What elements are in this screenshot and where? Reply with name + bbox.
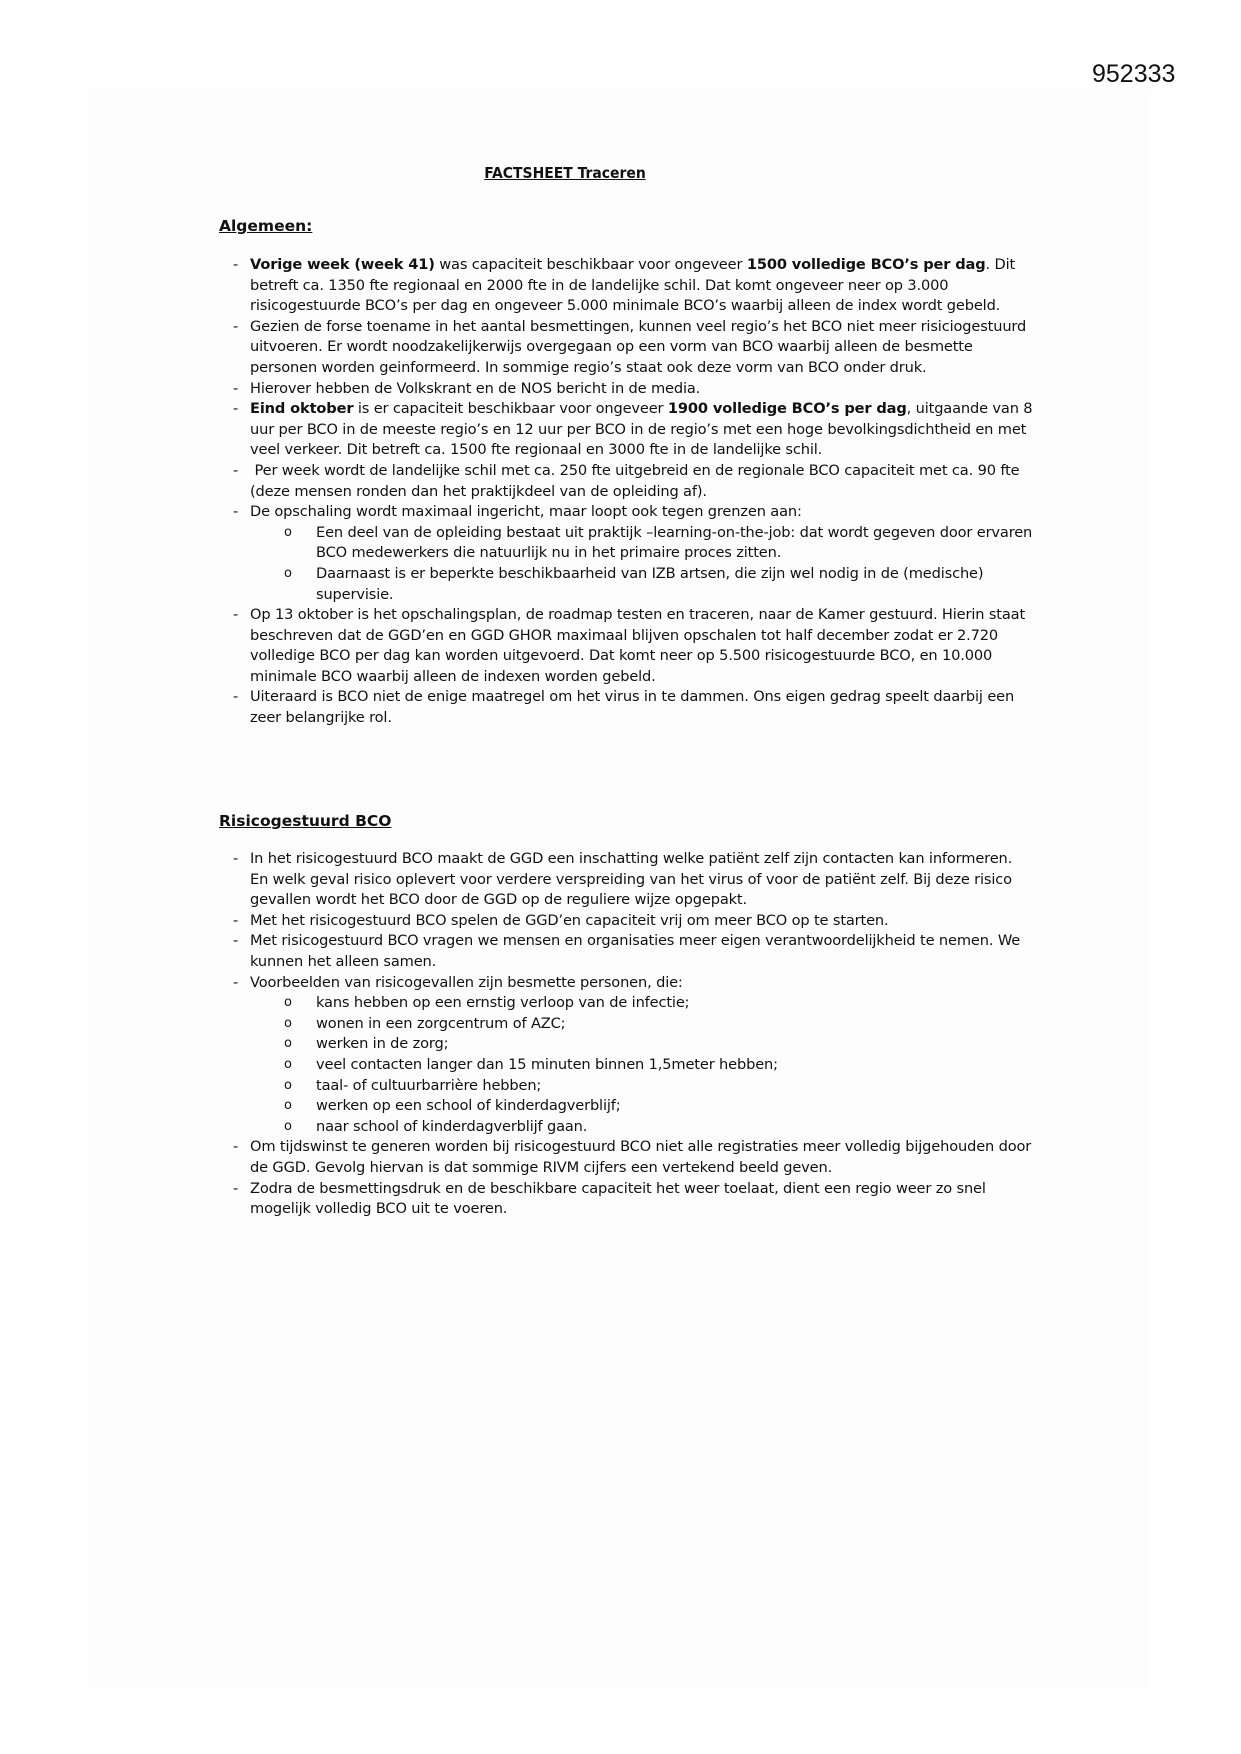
section-heading-algemeen: Algemeen: (219, 217, 313, 235)
circle-bullet-icon: o (284, 565, 292, 581)
sub-list-item (218, 1096, 1033, 1117)
text: naar school of kinderdagverblijf gaan. (316, 1117, 588, 1135)
text: De opschaling wordt maximaal ingericht, maar loopt ook tegen grenzen aan: (250, 503, 802, 521)
text: Op 13 oktober is het opschalingsplan, de roadmap testen en traceren, naar de Kamer gestuurd. Hierin staat beschreven dat de GGD’en en GGD GHOR maximaal blijven opschalen tot half december zodat er 2.720 volledige BCO per dag kan worden uitgevoerd. Dat komt neer op 5.500 risicogestuurde BCO, en 10.000 minimale BCO waarbij alleen de indexen worden gebeld. (250, 606, 1026, 685)
list-item (218, 849, 1033, 911)
list-item (218, 1179, 1033, 1220)
sub-list-item (218, 1055, 1033, 1076)
text: Uiteraard is BCO niet de enige maatregel om het virus in te dammen. Ons eigen gedrag speelt daarbij een zeer belangrijke rol. (250, 688, 1015, 727)
list-item (218, 605, 1033, 687)
text: Een deel van de opleiding bestaat uit praktijk –learning-on-the-job: dat wordt gegeven door ervaren BCO medewerkers die natuurlijk nu in het primaire proces zitten. (316, 523, 1033, 562)
bold-text: Vorige week (week 41) (250, 256, 435, 273)
list-item (218, 973, 1033, 994)
dash-bullet-icon: - (233, 379, 239, 397)
bold-text: 1500 volledige BCO’s per dag (746, 256, 986, 273)
dash-bullet-icon: - (233, 1179, 239, 1197)
text: was capaciteit beschikbaar voor ongeveer (434, 256, 747, 273)
list-item (218, 931, 1033, 972)
circle-bullet-icon: o (284, 524, 292, 540)
text: Met het risicogestuurd BCO spelen de GGD’en capaciteit vrij om meer BCO op te starten. (250, 911, 889, 929)
list-item (218, 461, 1033, 502)
circle-bullet-icon: o (284, 995, 292, 1011)
dash-bullet-icon: - (233, 850, 239, 867)
text: Per week wordt de landelijke schil met ca. 250 fte uitgebreid en de regionale BCO capaciteit met ca. 90 fte (deze mensen ronden dan het praktijkdeel van de opleiding af). (250, 461, 1020, 500)
document-id: 952333 (1092, 60, 1176, 88)
text: In het risicogestuurd BCO maakt de GGD een inschatting welke patiënt zelf zijn contacten kan informeren. En welk geval risico oplevert voor verdere verspreiding van het virus of voor de patiënt zelf. Bij deze risico gevallen wordt het BCO door de GGD op de reguliere wijze opgepakt. (250, 850, 1013, 909)
text: Hierover hebben de Volkskrant en de NOS bericht in de media. (250, 379, 701, 397)
text: werken op een school of kinderdagverblijf; (316, 1097, 621, 1115)
list-item (218, 399, 1033, 461)
sub-list-item (218, 993, 1033, 1014)
list-item (218, 911, 1033, 932)
dash-bullet-icon: - (233, 911, 239, 929)
dash-bullet-icon: - (233, 400, 239, 418)
text: Gezien de forse toename in het aantal besmettingen, kunnen veel regio’s het BCO niet meer risiciogestuurd uitvoeren. Er wordt noodzakelijkerwijs overgegaan op een vorm van BCO waarbij alleen de besmette personen worden geinformeerd. In sommige regio’s staat ook deze vorm van BCO onder druk. (250, 317, 1027, 376)
dash-bullet-icon: - (233, 973, 239, 991)
sub-list-item (218, 1117, 1033, 1138)
text: veel contacten langer dan 15 minuten binnen 1,5meter hebben; (316, 1055, 778, 1073)
sub-list-item (218, 1014, 1033, 1035)
dash-bullet-icon: - (233, 688, 239, 706)
text: Met risicogestuurd BCO vragen we mensen en organisaties meer eigen verantwoordelijkheid te nemen. We kunnen het alleen samen. (250, 932, 1021, 970)
text: wonen in een zorgcentrum of AZC; (316, 1014, 566, 1032)
dash-bullet-icon: - (233, 461, 239, 479)
text: kans hebben op een ernstig verloop van de infectie; (316, 994, 690, 1012)
text: is er capaciteit beschikbaar voor ongeveer (353, 400, 668, 418)
circle-bullet-icon: o (284, 1118, 292, 1134)
circle-bullet-icon: o (284, 1036, 292, 1052)
dash-bullet-icon: - (233, 606, 239, 624)
list-item (218, 379, 1033, 400)
text: Om tijdswinst te generen worden bij risicogestuurd BCO niet alle registraties meer volledig bijgehouden door de GGD. Gevolg hiervan is dat sommige RIVM cijfers een vertekend beeld geven. (250, 1138, 1032, 1176)
bold-text: 1900 volledige BCO’s per dag (667, 400, 907, 418)
text: Daarnaast is er beperkte beschikbaarheid van IZB artsen, die zijn wel nodig in de (medische) supervisie. (316, 564, 984, 603)
list-item (218, 317, 1033, 379)
dash-bullet-icon: - (233, 932, 239, 950)
section-list-risicogestuurd (218, 849, 1033, 1220)
circle-bullet-icon: o (284, 1098, 292, 1114)
circle-bullet-icon: o (284, 1015, 292, 1031)
sub-list-item (218, 1076, 1033, 1097)
dash-bullet-icon: - (233, 256, 239, 273)
text: . Dit betreft ca. 1350 fte regionaal en 2000 fte in de landelijke schil. Dat komt ongeveer neer op 3.000 risicogestuurde BCO’s per dag en ongeveer 5.000 minimale BCO’s waarbij alleen de index wordt gebeld. (250, 256, 1016, 315)
dash-bullet-icon: - (233, 503, 239, 521)
section-list-algemeen (218, 255, 1033, 729)
circle-bullet-icon: o (284, 1056, 292, 1072)
list-item (218, 687, 1033, 728)
section-heading-risicogestuurd: Risicogestuurd BCO (219, 812, 392, 830)
dash-bullet-icon: - (233, 1138, 239, 1156)
list-item (218, 502, 1033, 523)
dash-bullet-icon: - (233, 317, 239, 335)
text: , uitgaande van 8 uur per BCO in de meeste regio’s en 12 uur per BCO in de regio’s met een hoge bevolkingsdichtheid en met veel verkeer. Dit betreft ca. 1500 fte regionaal en 3000 fte in de landelijke schil. (250, 400, 1033, 459)
list-item (218, 1137, 1033, 1178)
circle-bullet-icon: o (284, 1077, 292, 1093)
list-item (218, 255, 1033, 317)
text: Voorbeelden van risicogevallen zijn besmette personen, die: (250, 973, 683, 991)
bold-text: Eind oktober (250, 400, 354, 418)
sub-list-item (218, 564, 1033, 605)
text: Zodra de besmettingsdruk en de beschikbare capaciteit het weer toelaat, dient een regio weer zo snel mogelijk volledig BCO uit te voeren. (250, 1179, 986, 1218)
sub-list-item (218, 523, 1033, 564)
text: taal- of cultuurbarrière hebben; (316, 1076, 542, 1094)
sub-list-item (218, 1034, 1033, 1055)
text: werken in de zorg; (316, 1035, 449, 1053)
page-title: FACTSHEET Traceren (484, 164, 646, 182)
